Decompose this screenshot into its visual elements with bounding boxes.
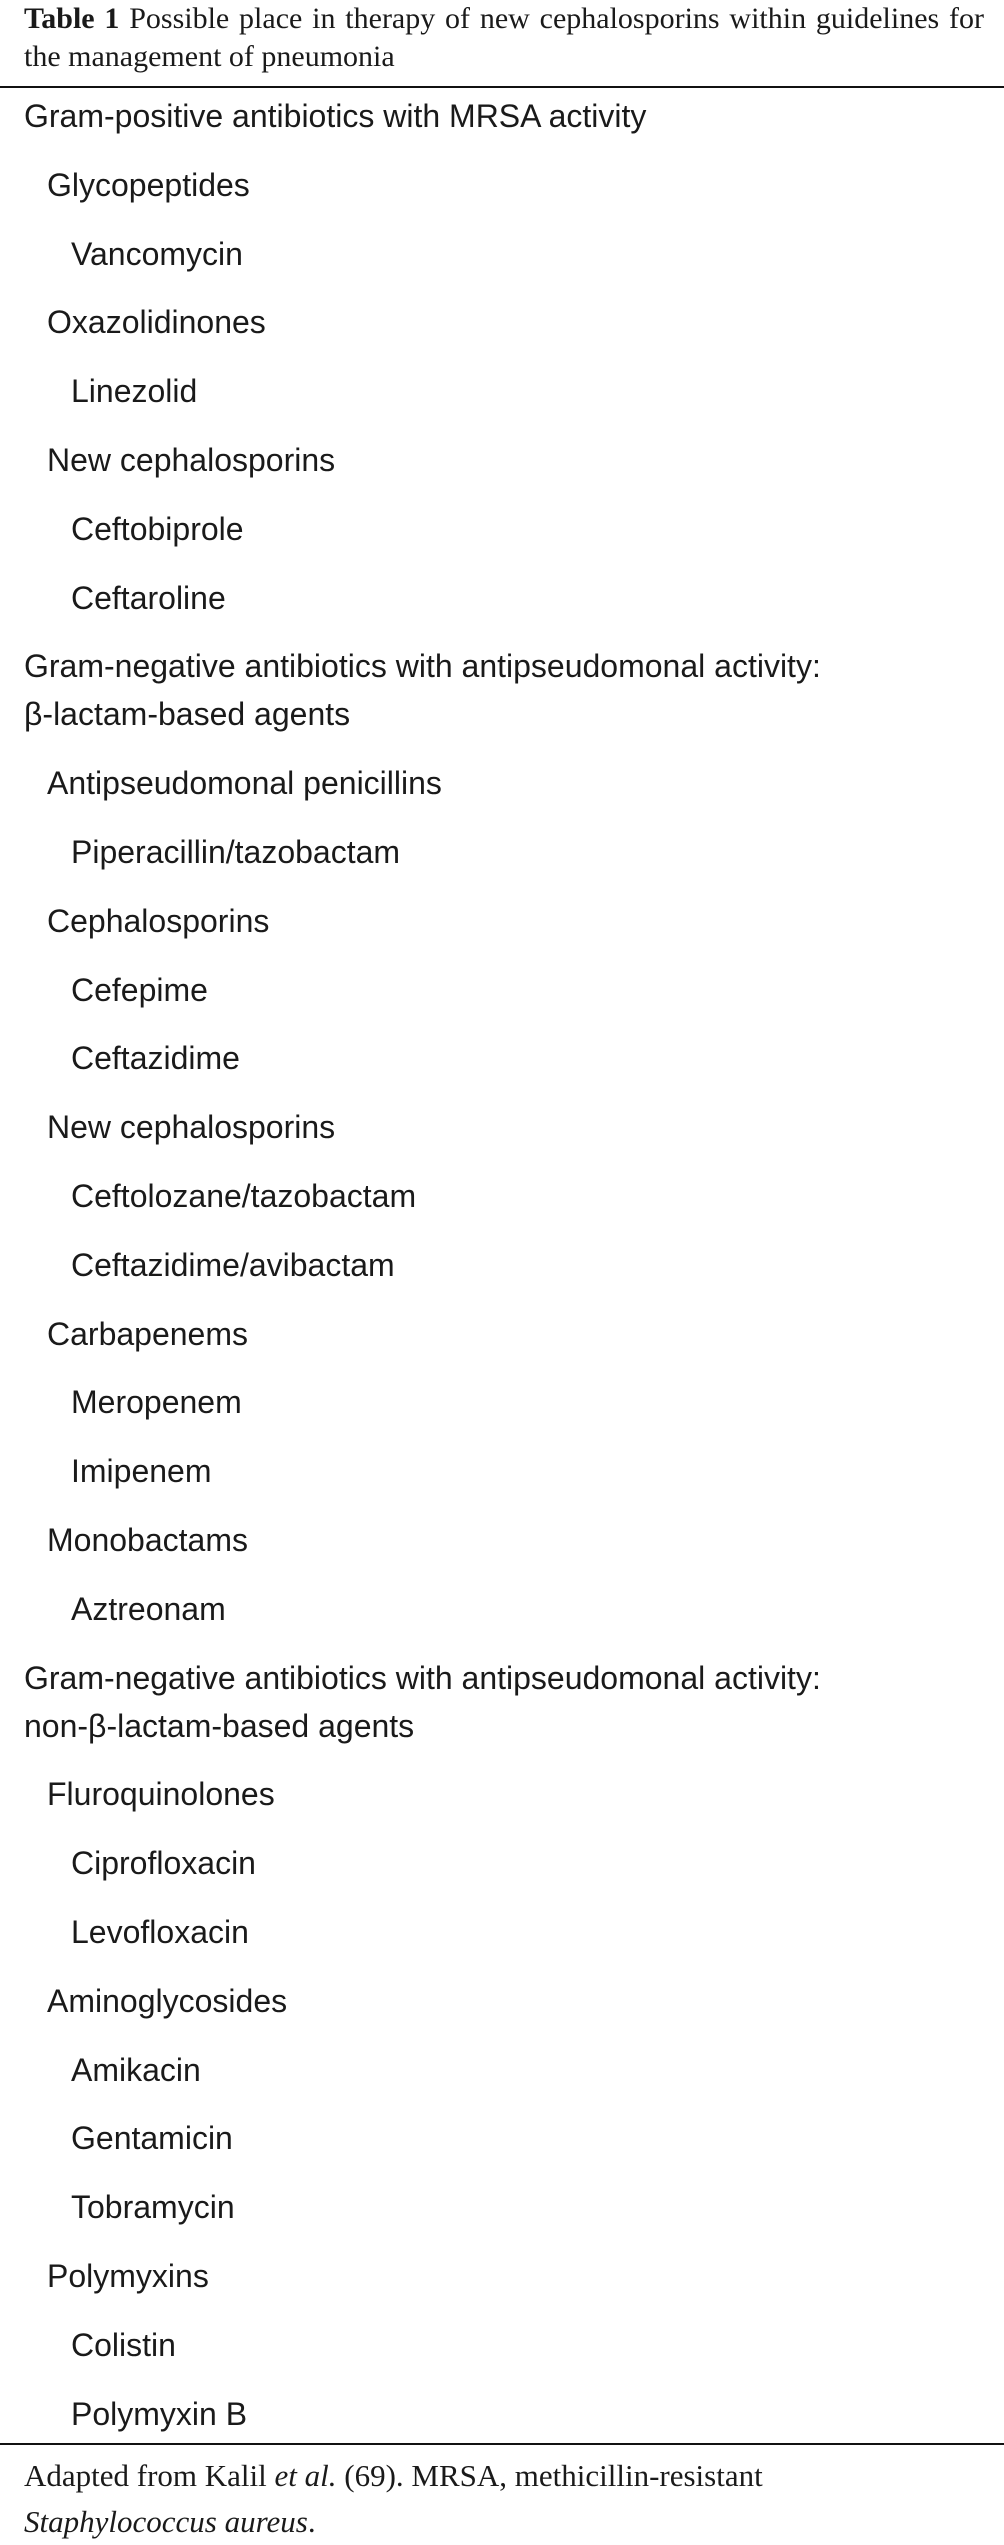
table-bottom-rule bbox=[0, 2443, 1004, 2445]
row-text: Oxazolidinones bbox=[47, 304, 266, 341]
row-text: Aminoglycosides bbox=[47, 1982, 288, 2019]
row-text: Meropenem bbox=[71, 1384, 242, 1421]
table-section-header bbox=[0, 1654, 1004, 1750]
row-text: Carbapenems bbox=[47, 1315, 248, 1352]
row-text: Glycopeptides bbox=[47, 166, 250, 203]
table-section-header bbox=[0, 642, 1004, 738]
row-text: Linezolid bbox=[71, 373, 198, 410]
row-text: New cephalosporins bbox=[47, 441, 336, 478]
row-text: Gram-negative antibiotics with antipseudomonal activity: bbox=[24, 1659, 821, 1696]
table-category-row bbox=[0, 1770, 1004, 1818]
row-text: Ceftaroline bbox=[71, 579, 226, 616]
table-drug-row bbox=[0, 574, 1004, 622]
table-category-row bbox=[0, 759, 1004, 807]
table-drug-row bbox=[0, 505, 1004, 553]
row-text: Fluroquinolones bbox=[47, 1776, 275, 1813]
row-text: Piperacillin/tazobactam bbox=[71, 833, 401, 870]
table-drug-row bbox=[0, 1908, 1004, 1956]
table-category-row bbox=[0, 1103, 1004, 1151]
row-text: non-β-lactam-based agents bbox=[24, 1707, 415, 1744]
table-label: Table 1 bbox=[24, 2, 120, 35]
table-drug-row bbox=[0, 2390, 1004, 2438]
row-text: Cefepime bbox=[71, 971, 208, 1008]
table-drug-row bbox=[0, 1839, 1004, 1887]
row-text: Aztreonam bbox=[71, 1590, 226, 1627]
row-text: Tobramycin bbox=[71, 2189, 235, 2226]
row-text: Polymyxins bbox=[47, 2257, 209, 2294]
table-category-row bbox=[0, 897, 1004, 945]
table-drug-row bbox=[0, 2321, 1004, 2369]
footnote-prefix: Adapted from Kalil bbox=[24, 2458, 267, 2493]
row-text: Monobactams bbox=[47, 1521, 248, 1558]
table-title: Possible place in therapy of new cephalosporins within guidelines for the management of pneumonia bbox=[24, 2, 984, 73]
table-drug-row bbox=[0, 1241, 1004, 1289]
table-drug-row bbox=[0, 1378, 1004, 1426]
footnote-middle: (69). MRSA, methicillin-resistant bbox=[344, 2458, 763, 2493]
table-category-row bbox=[0, 1977, 1004, 2025]
table-drug-row bbox=[0, 230, 1004, 278]
row-text: Gram-negative antibiotics with antipseudomonal activity: bbox=[24, 648, 821, 685]
table-drug-row bbox=[0, 2183, 1004, 2231]
table-drug-row bbox=[0, 1585, 1004, 1633]
row-text: Polymyxin B bbox=[71, 2395, 248, 2432]
table-top-rule bbox=[0, 86, 1004, 88]
row-text: Vancomycin bbox=[71, 235, 243, 272]
row-text: Ceftazidime bbox=[71, 1040, 240, 1077]
row-text: Levofloxacin bbox=[71, 1913, 249, 1950]
table-category-row bbox=[0, 298, 1004, 346]
table-drug-row bbox=[0, 1447, 1004, 1495]
table-drug-row bbox=[0, 367, 1004, 415]
row-text: Ceftazidime/avibactam bbox=[71, 1246, 395, 1283]
row-text: New cephalosporins bbox=[47, 1109, 336, 1146]
table-footnote bbox=[24, 2453, 984, 2545]
table-category-row bbox=[0, 2252, 1004, 2300]
row-text: Amikacin bbox=[71, 2051, 201, 2088]
footnote-species: Staphylococcus aureus bbox=[24, 2504, 308, 2539]
row-text: Gram-positive antibiotics with MRSA activity bbox=[24, 98, 647, 134]
table-drug-row bbox=[0, 1034, 1004, 1082]
table-drug-row bbox=[0, 2046, 1004, 2094]
table-category-row bbox=[0, 1516, 1004, 1564]
table-body bbox=[0, 92, 1004, 2458]
table-category-row bbox=[0, 1310, 1004, 1358]
row-text: Antipseudomonal penicillins bbox=[47, 765, 442, 802]
row-text: Cephalosporins bbox=[47, 902, 270, 939]
table-drug-row bbox=[0, 966, 1004, 1014]
table-caption bbox=[24, 0, 984, 76]
table-drug-row bbox=[0, 828, 1004, 876]
table-category-row bbox=[0, 161, 1004, 209]
row-text: Ciprofloxacin bbox=[71, 1845, 256, 1882]
table-drug-row bbox=[0, 2114, 1004, 2162]
footnote-etal: et al. bbox=[274, 2458, 337, 2493]
row-text: Ceftolozane/tazobactam bbox=[71, 1177, 417, 1214]
row-text: Imipenem bbox=[71, 1453, 212, 1490]
row-text: Ceftobiprole bbox=[71, 510, 244, 547]
table-section-header bbox=[0, 92, 1004, 140]
table-drug-row bbox=[0, 1172, 1004, 1220]
row-text: β-lactam-based agents bbox=[24, 696, 351, 733]
table-category-row bbox=[0, 436, 1004, 484]
footnote-suffix: . bbox=[307, 2504, 316, 2539]
row-text: Colistin bbox=[71, 2326, 176, 2363]
row-text: Gentamicin bbox=[71, 2120, 233, 2157]
